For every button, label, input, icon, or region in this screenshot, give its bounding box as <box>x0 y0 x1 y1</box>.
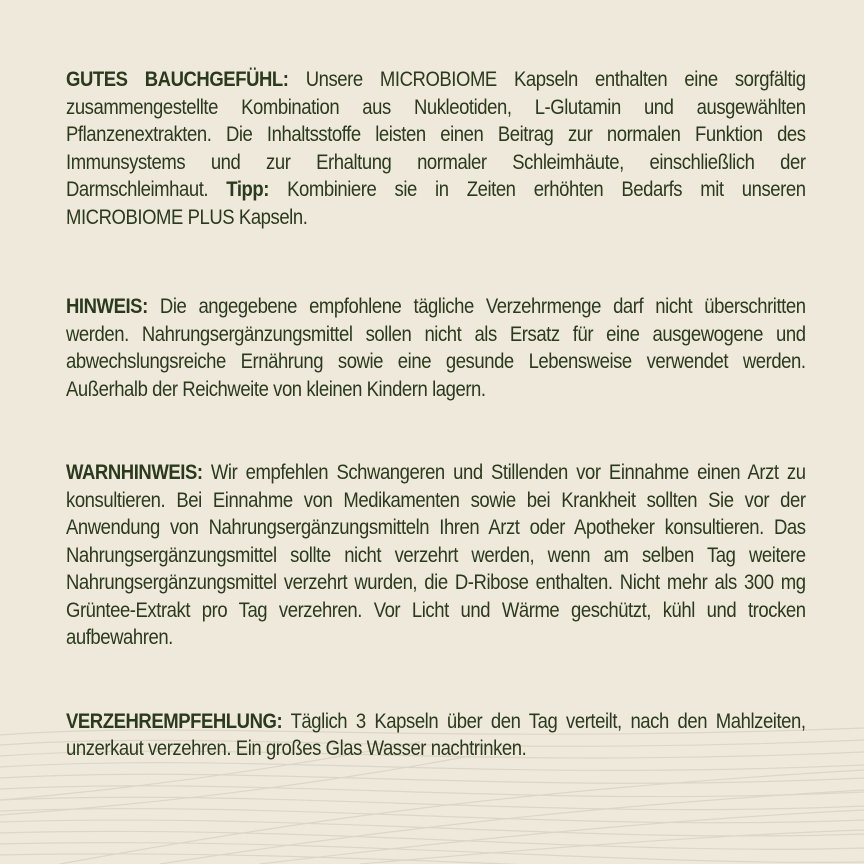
paragraph-warnhinweis <box>66 459 806 652</box>
text-warnhinweis: Wir empfehlen Schwangeren und Stillenden vor Einnahme einen Arzt zu konsultieren. Bei Einnahme von Medikamenten sowie bei Krankheit sollten Sie vor der Anwendung von Nahrungsergänzungsmitteln Ihren Arzt oder Apotheker konsultieren. Das Nahrungsergänzungsmittel sollte nicht verzehrt werden, wenn am selben Tag weitere Nahrungsergänzungsmittel verzehrt wurden, die D-Ribose enthalten. Nicht mehr als 300 mg Grüntee-Extrakt pro Tag verzehren. Vor Licht und Wärme geschützt, kühl und trocken aufbewahren. <box>66 460 806 649</box>
heading-warnhinweis: WARNHINWEIS: <box>66 460 203 484</box>
paragraph-hinweis <box>66 293 806 403</box>
product-info-text <box>66 66 806 825</box>
paragraph-verzehrempfehlung <box>66 708 806 763</box>
tip-label: Tipp: <box>226 177 269 201</box>
heading-gutes-bauchgefuehl: GUTES BAUCHGEFÜHL: <box>66 67 289 91</box>
text-verzehrempfehlung: Täglich 3 Kapseln über den Tag verteilt, nach den Mahlzeiten, unzerkaut verzehren. Ein großes Glas Wasser nachtrinken. <box>66 708 806 760</box>
text-gutes-bauchgefuehl: Unsere MICROBIOME Kapseln enthalten eine sorgfältig zusammengestellte Kombination aus Nukleotiden, L-Glutamin und ausgewählten Pflanzenextrakten. Die Inhaltsstoffe leisten einen Beitrag zur normalen Funktion des Immunsystems und zur Erhaltung normaler Schleimhäute, einschließlich der Darmschleimhaut. <box>66 67 806 201</box>
paragraph-gutes-bauchgefuehl <box>66 66 806 231</box>
heading-verzehrempfehlung: VERZEHREMPFEHLUNG: <box>66 708 283 733</box>
text-hinweis: Die angegebene empfohlene tägliche Verzehrmenge darf nicht überschritten werden. Nahrungsergänzungsmittel sollen nicht als Ersatz für eine ausgewogene und abwechslungsreiche Ernährung sowie eine gesunde Lebensweise verwendet werden. Außerhalb der Reichweite von kleinen Kindern lagern. <box>66 294 806 401</box>
heading-hinweis: HINWEIS: <box>66 294 148 318</box>
text-tip: Kombiniere sie in Zeiten erhöhten Bedarfs mit unseren MICROBIOME PLUS Kapseln. <box>66 177 806 229</box>
